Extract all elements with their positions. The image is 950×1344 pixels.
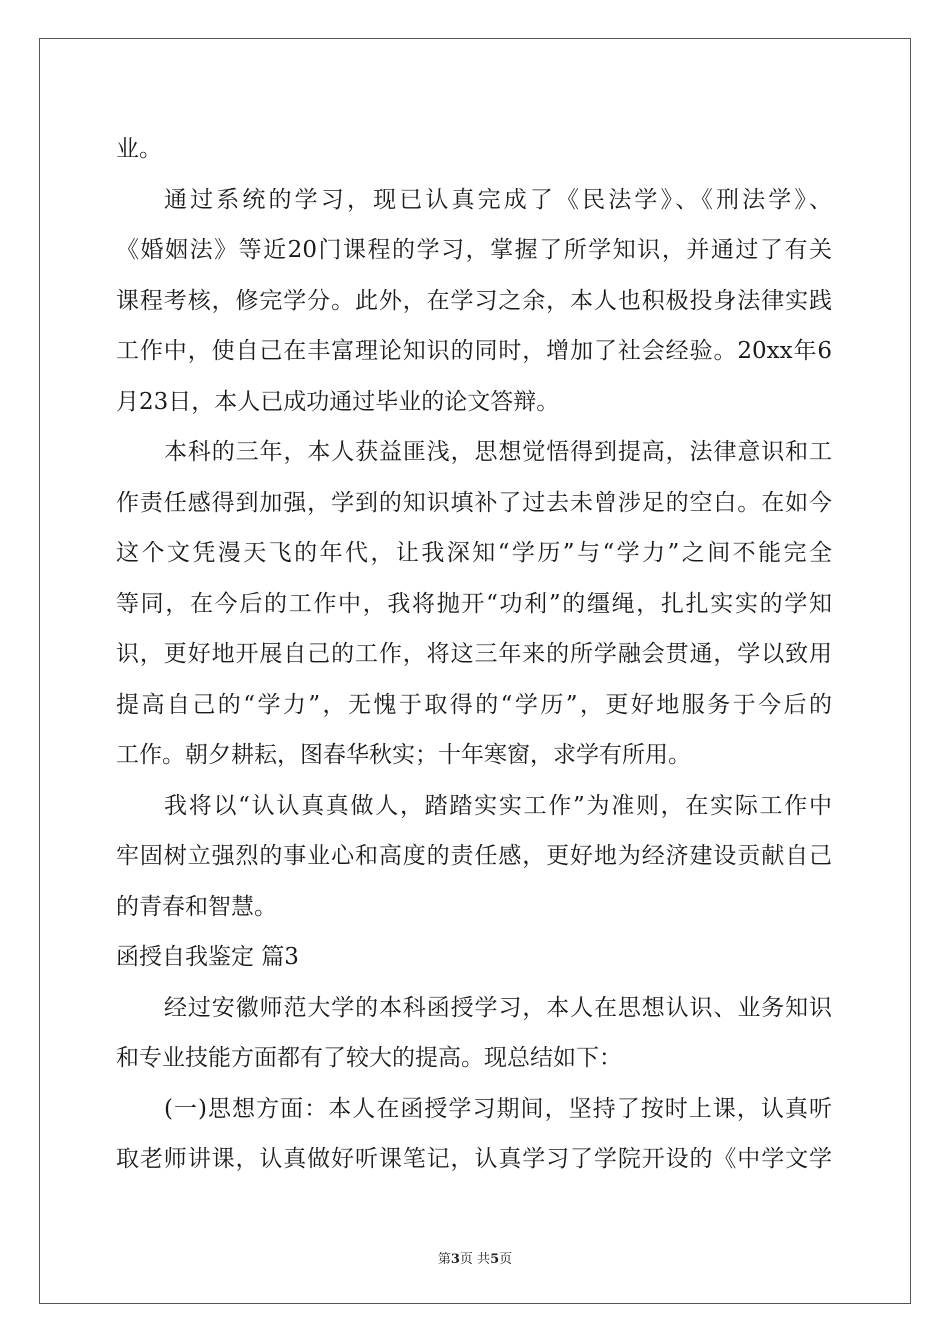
- text-line: 通过系统的学习，现已认真完成了《民法学》、《刑法学》、: [164, 186, 832, 213]
- text-line: 课程考核，修完学分。此外，在学习之余，本人也积极投身法律实践: [116, 287, 832, 314]
- text-line: (一)思想方面：本人在函授学习期间，坚持了按时上课，认真听: [164, 1095, 832, 1122]
- text-line: 取老师讲课，认真做好听课笔记，认真学习了学院开设的《中学文学: [116, 1146, 832, 1172]
- text-line: 业。: [116, 136, 162, 162]
- text-line: 经过安徽师范大学的本科函授学习，本人在思想认识、业务知识: [164, 994, 832, 1021]
- text-line: 我将以“认认真真做人，踏踏实实工作”为准则，在实际工作中: [164, 792, 832, 819]
- text-line: 工作中，使自己在丰富理论知识的同时，增加了社会经验。20xx年6: [116, 338, 832, 364]
- text-line: 月23日，本人已成功通过毕业的论文答辩。: [116, 388, 560, 415]
- footer-prefix: 第: [437, 1252, 451, 1267]
- text-line: 识，更好地开展自己的工作，将这三年来的所学融会贯通，学以致用: [116, 641, 832, 667]
- total-page-count: 5: [490, 1252, 500, 1267]
- page-footer: [0, 1248, 950, 1267]
- text-line: 和专业技能方面都有了较大的提高。现总结如下：: [116, 1045, 622, 1071]
- text-line: 的青春和智慧。: [116, 893, 277, 920]
- text-line: 工作。朝夕耕耘，图春华秋实；十年寒窗，求学有所用。: [116, 742, 691, 768]
- footer-suffix: 页: [499, 1252, 513, 1267]
- text-line: 等同，在今后的工作中，我将抛开“功利”的缰绳，扎扎实实的学知: [116, 590, 832, 617]
- text-line: 提高自己的“学力”，无愧于取得的“学历”，更好地服务于今后的: [116, 691, 832, 718]
- text-line: 《婚姻法》等近20门课程的学习，掌握了所学知识，并通过了有关: [116, 237, 832, 263]
- document-body: [116, 124, 832, 1185]
- text-line: 这个文凭漫天飞的年代，让我深知“学历”与“学力”之间不能完全: [116, 540, 832, 566]
- text-line: 牢固树立强烈的事业心和高度的责任感，更好地为经济建设贡献自己: [116, 843, 832, 869]
- text-line: 函授自我鉴定 篇3: [116, 944, 299, 970]
- current-page-number: 3: [450, 1252, 460, 1267]
- text-line: 本科的三年，本人获益匪浅，思想觉悟得到提高，法律意识和工: [164, 439, 832, 465]
- text-line: 作责任感得到加强，学到的知识填补了过去未曾涉足的空白。在如今: [116, 489, 832, 516]
- footer-mid: 页 共: [459, 1252, 491, 1267]
